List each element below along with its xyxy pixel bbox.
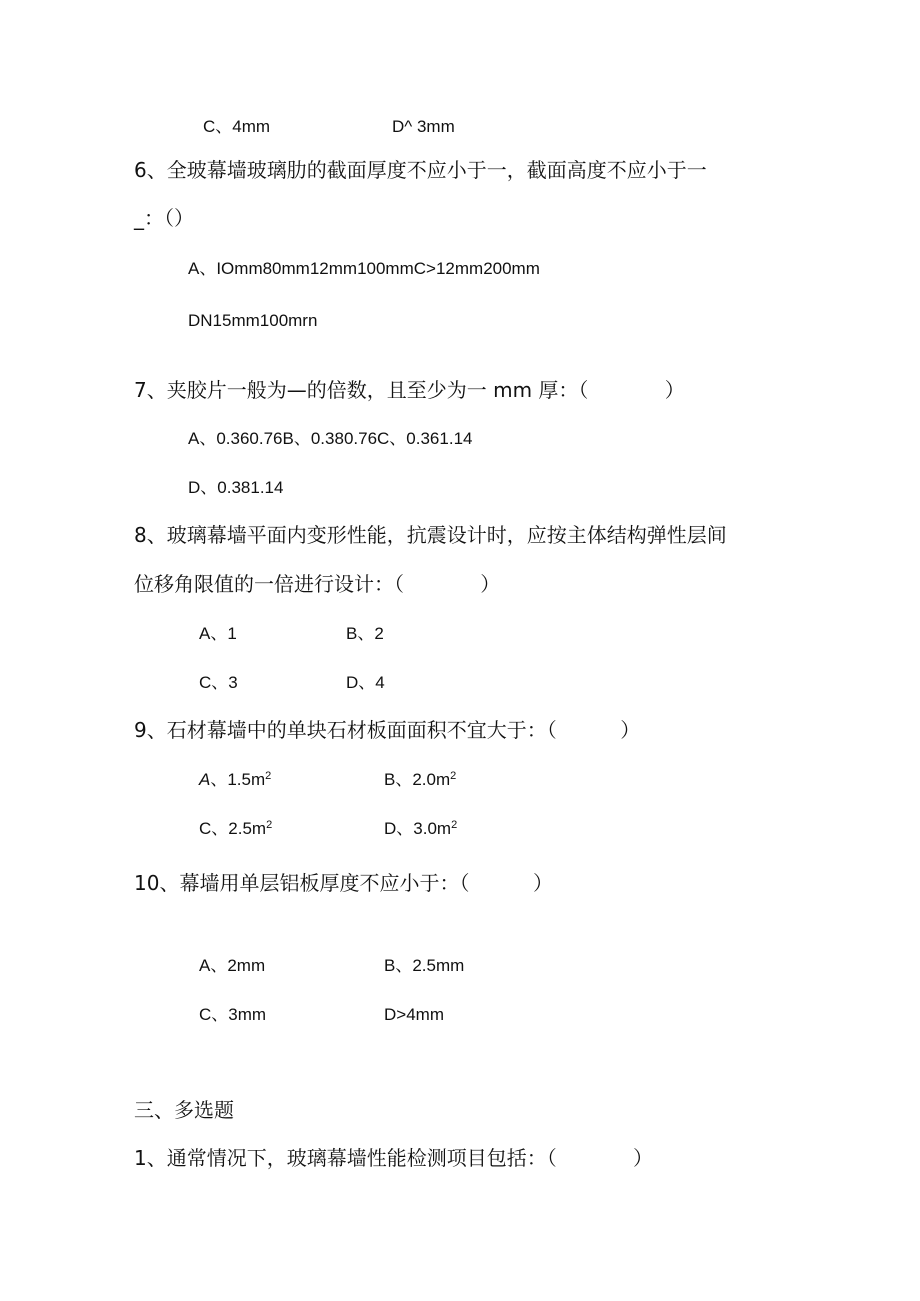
q9-option-d-text: D、3.0m [384, 819, 452, 838]
q8-stem-line-1: 8、玻璃幕墙平面内变形性能，抗震设计时，应按主体结构弹性层间 [134, 523, 727, 547]
section-heading-multiple-choice: 三、多选题 [134, 1098, 234, 1122]
q9-option-b [384, 769, 456, 791]
q9-option-a-letter: A [199, 770, 211, 789]
q9-option-a-text: 、1.5m [210, 770, 266, 789]
q7-stem: 7、夹胶片一般为—的倍数，且至少为一 mm 厚：（ ） [134, 378, 685, 402]
q6-stem-line-2: _：（） [134, 206, 194, 230]
q6-option-d: DN15mm100mrn [188, 311, 318, 330]
q10-option-b: B、2.5mm [384, 956, 465, 975]
q5-option-d: D^ 3mm [392, 117, 455, 136]
q9-option-c [199, 818, 272, 840]
q8-option-d: D、4 [346, 673, 385, 692]
q5-option-c: C、4mm [203, 117, 271, 136]
q10-stem: 10、幕墙用单层铝板厚度不应小于：（ ） [134, 871, 554, 895]
q9-option-c-superscript: 2 [266, 819, 273, 831]
q9-option-d-superscript: 2 [451, 819, 458, 831]
q10-option-d: D>4mm [384, 1005, 444, 1024]
q10-option-a: A、2mm [199, 956, 266, 975]
q7-option-d: D、0.381.14 [188, 478, 284, 497]
q8-option-a: A、1 [199, 624, 237, 643]
q9-option-a [199, 769, 271, 791]
q9-option-c-text: C、2.5m [199, 819, 267, 838]
q7-options-abc: A、0.360.76B、0.380.76C、0.361.14 [188, 429, 473, 448]
q10-option-c: C、3mm [199, 1005, 267, 1024]
q8-option-c: C、3 [199, 673, 238, 692]
q8-option-b: B、2 [346, 624, 384, 643]
q8-stem-line-2: 位移角限值的一倍进行设计：（ ） [134, 572, 501, 596]
q6-stem-line-1: 6、全玻幕墙玻璃肋的截面厚度不应小于一，截面高度不应小于一 [134, 158, 707, 182]
q9-stem: 9、石材幕墙中的单块石材板面面积不宜大于：（ ） [134, 718, 641, 742]
q9-option-b-superscript: 2 [450, 770, 457, 782]
mq1-stem: 1、通常情况下，玻璃幕墙性能检测项目包括：（ ） [134, 1146, 654, 1170]
q9-option-d [384, 818, 457, 840]
q9-option-a-superscript: 2 [265, 770, 272, 782]
q6-options-abc: A、IOmm80mm12mm100mmC>12mm200mm [188, 259, 540, 278]
q9-option-b-text: B、2.0m [384, 770, 451, 789]
